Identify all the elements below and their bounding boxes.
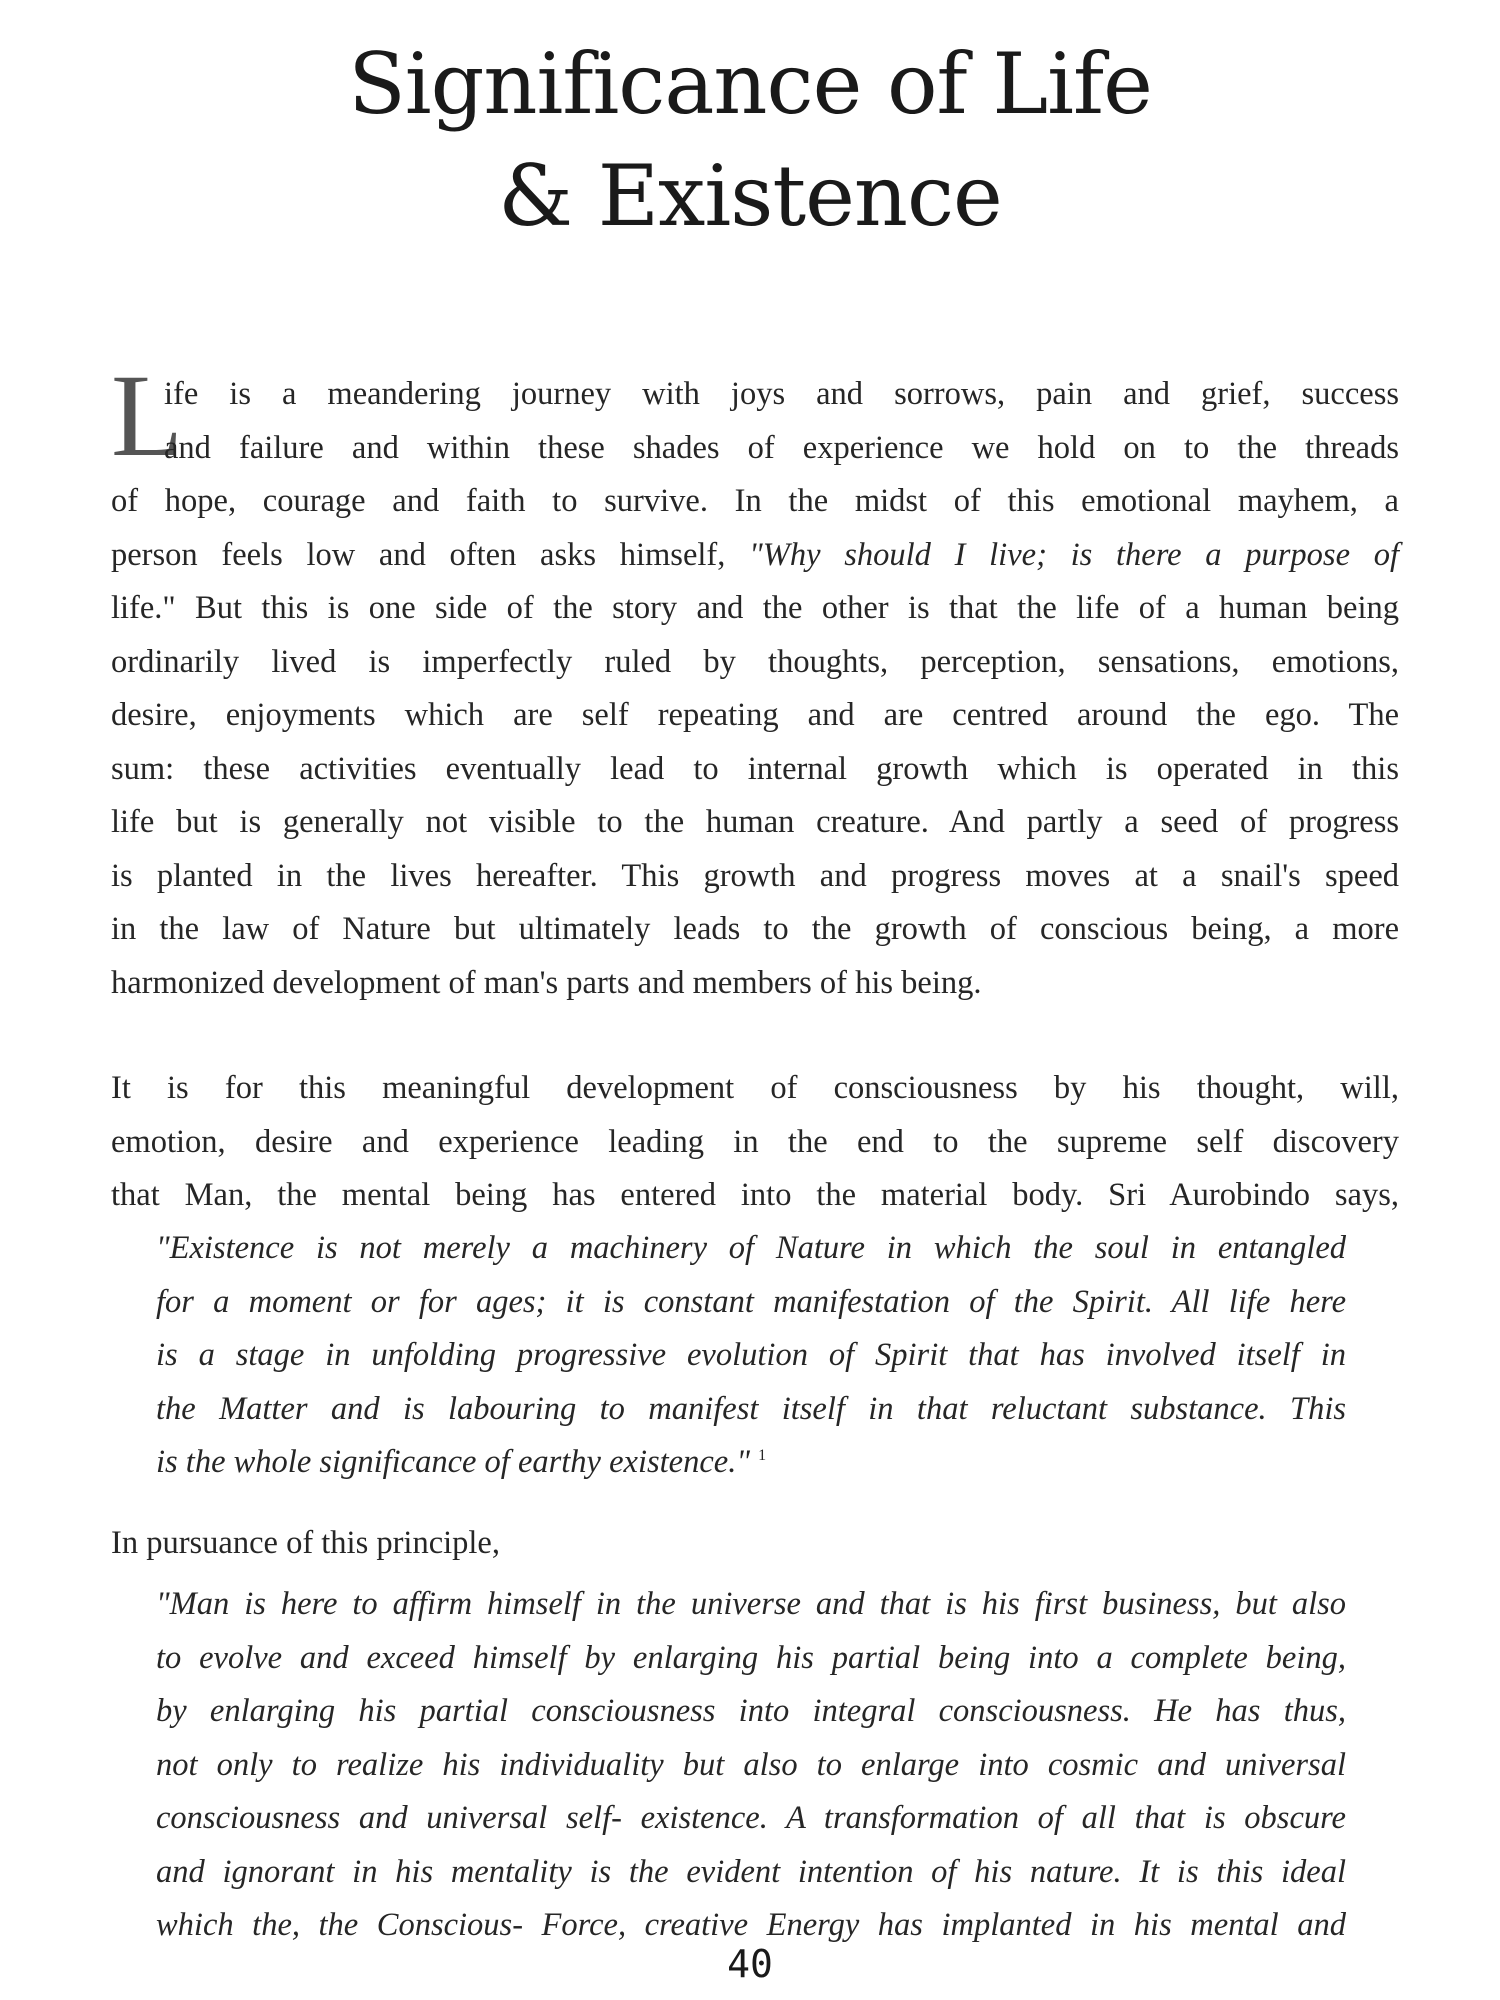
paragraph-1-line-5: life." But this is one side of the story and the other is that the life of a human being	[111, 590, 1399, 626]
quote-2-line-4: not only to realize his individuality but also to enlarge into cosmic and universal	[156, 1746, 1346, 1783]
title-line-1: Significance of Life	[348, 35, 1152, 133]
paragraph-1-line-9: life but is generally not visible to the human creature. And partly a seed of progress	[111, 804, 1399, 840]
quote-1-line-5	[156, 1436, 1346, 1490]
paragraph-3-line-1: In pursuance of this principle,	[111, 1525, 500, 1561]
paragraph-1-line-8: sum: these activities eventually lead to internal growth which is operated in this	[111, 750, 1399, 787]
block-quote-2	[156, 1578, 1346, 1953]
quote-1-line-2: for a moment or for ages; it is constant manifestation of the Spirit. All life here	[156, 1283, 1346, 1320]
title-line-2: & Existence	[498, 147, 1002, 245]
drop-cap: L	[111, 350, 184, 481]
quote-1-line-4: the Matter and is labouring to manifest itself in that reluctant substance. This	[156, 1390, 1346, 1427]
paragraph-1-line-7: desire, enjoyments which are self repeating and are centred around the ego. The	[111, 697, 1399, 733]
quote-2-line-1: "Man is here to affirm himself in the universe and that is his first business, but also	[156, 1586, 1346, 1622]
paragraph-1-line-6: ordinarily lived is imperfectly ruled by thoughts, perception, sensations, emotions,	[111, 643, 1399, 680]
quote-1-line-5-text: is the whole significance of earthy existence."	[156, 1444, 759, 1480]
paragraph-1-line-1: ife is a meandering journey with joys and sorrows, pain and grief, success	[164, 376, 1399, 412]
quote-1-line-3: is a stage in unfolding progressive evolution of Spirit that has involved itself in	[156, 1337, 1346, 1373]
page-title	[0, 28, 1500, 252]
paragraph-1	[111, 350, 1399, 1010]
paragraph-1-line-4-text: person feels low and often asks himself,	[111, 536, 750, 573]
quote-2-line-2: to evolve and exceed himself by enlarging his partial being into a complete being,	[156, 1639, 1346, 1676]
paragraph-3	[111, 1517, 1399, 1571]
quote-2-line-7: which the, the Conscious- Force, creative Energy has implanted in his mental and	[156, 1907, 1346, 1943]
paragraph-2-line-3: that Man, the mental being has entered into the material body. Sri Aurobindo says,	[111, 1177, 1399, 1213]
quote-2-line-3: by enlarging his partial consciousness into integral consciousness. He has thus,	[156, 1693, 1346, 1729]
page-number: 40	[727, 1942, 773, 1986]
quote-2-line-5: consciousness and universal self- existence. A transformation of all that is obscure	[156, 1800, 1346, 1836]
paragraph-1-line-2: and failure and within these shades of experience we hold on to the threads	[164, 429, 1399, 466]
paragraph-1-line-3: of hope, courage and faith to survive. In the midst of this emotional mayhem, a	[111, 483, 1399, 519]
paragraph-1-italic-question: "Why should I live; is there a purpose of	[749, 536, 1399, 573]
paragraph-1-line-11: in the law of Nature but ultimately leads to the growth of conscious being, a more	[111, 911, 1399, 947]
block-quote-1	[156, 1222, 1346, 1490]
paragraph-1-line-12: harmonized development of man's parts and members of his being.	[111, 964, 982, 1001]
paragraph-1-line-10: is planted in the lives hereafter. This growth and progress moves at a snail's speed	[111, 857, 1399, 894]
paragraph-2	[111, 1062, 1399, 1223]
quote-1-line-1: "Existence is not merely a machinery of Nature in which the soul in entangled	[156, 1230, 1346, 1266]
quote-2-line-6: and ignorant in his mentality is the evident intention of his nature. It is this ideal	[156, 1853, 1346, 1890]
paragraph-2-line-1: It is for this meaningful development of consciousness by his thought, will,	[111, 1070, 1399, 1106]
paragraph-2-line-2: emotion, desire and experience leading in the end to the supreme self discovery	[111, 1123, 1399, 1160]
footnote-marker[interactable]: 1	[758, 1447, 767, 1465]
paragraph-1-line-4	[111, 529, 1399, 583]
